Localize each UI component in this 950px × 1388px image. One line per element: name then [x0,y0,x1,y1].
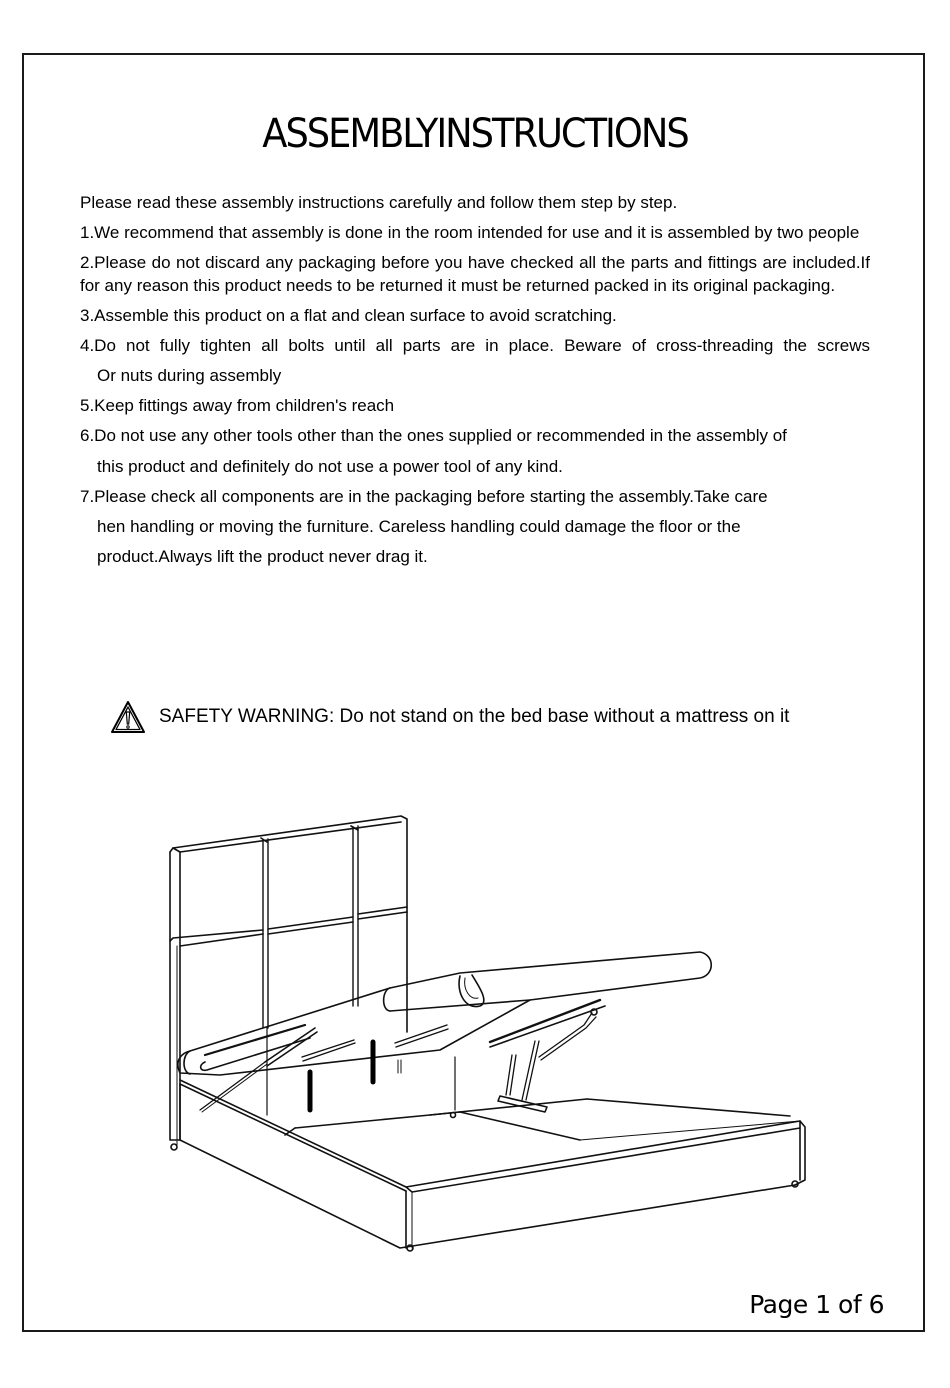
lift-up-lid [178,952,711,1112]
instruction-line: 6.Do not use any other tools other than the ones supplied or recommended in the assembly of [80,426,787,445]
instruction-item-6 [80,424,870,478]
instruction-line: Or nuts during assembly [97,366,282,385]
page-title: ASSEMBLYINSTRUCTIONS [262,111,688,157]
instruction-item-2: 2.Please do not discard any packaging before you have checked all the parts and fittings are included.If for any reason this product needs to be returned it must be returned packed in its original packaging. [80,253,870,295]
bed-base [180,1057,805,1251]
instruction-line: product.Always lift the product never drag it. [97,547,428,566]
instruction-line: hen handling or moving the furniture. Careless handling could damage the floor or the [97,517,741,536]
instructions-body [80,191,870,575]
headboard [170,816,407,1150]
instruction-line: 4.Do not fully tighten all bolts until all parts are in place. Beware of cross-threading the screws [80,336,870,355]
instruction-item-7 [80,485,870,568]
intro-text: Please read these assembly instructions carefully and follow them step by step. [80,193,678,212]
instruction-line: 7.Please check all components are in the packaging before starting the assembly.Take care [80,487,768,506]
instruction-item-1: 1.We recommend that assembly is done in the room intended for use and it is assembled by two people [80,223,860,242]
bed-illustration [160,810,820,1260]
page-number: Page 1 of 6 [749,1290,884,1319]
safety-warning-text: SAFETY WARNING: Do not stand on the bed base without a mattress on it [159,706,790,727]
instruction-item-3: 3.Assemble this product on a flat and clean surface to avoid scratching. [80,306,617,325]
warning-triangle-icon [110,700,146,734]
instruction-item-5: 5.Keep fittings away from children's reach [80,396,395,415]
safety-warning [110,700,789,734]
instruction-item-4 [80,334,870,387]
instruction-line: this product and definitely do not use a power tool of any kind. [97,457,563,476]
